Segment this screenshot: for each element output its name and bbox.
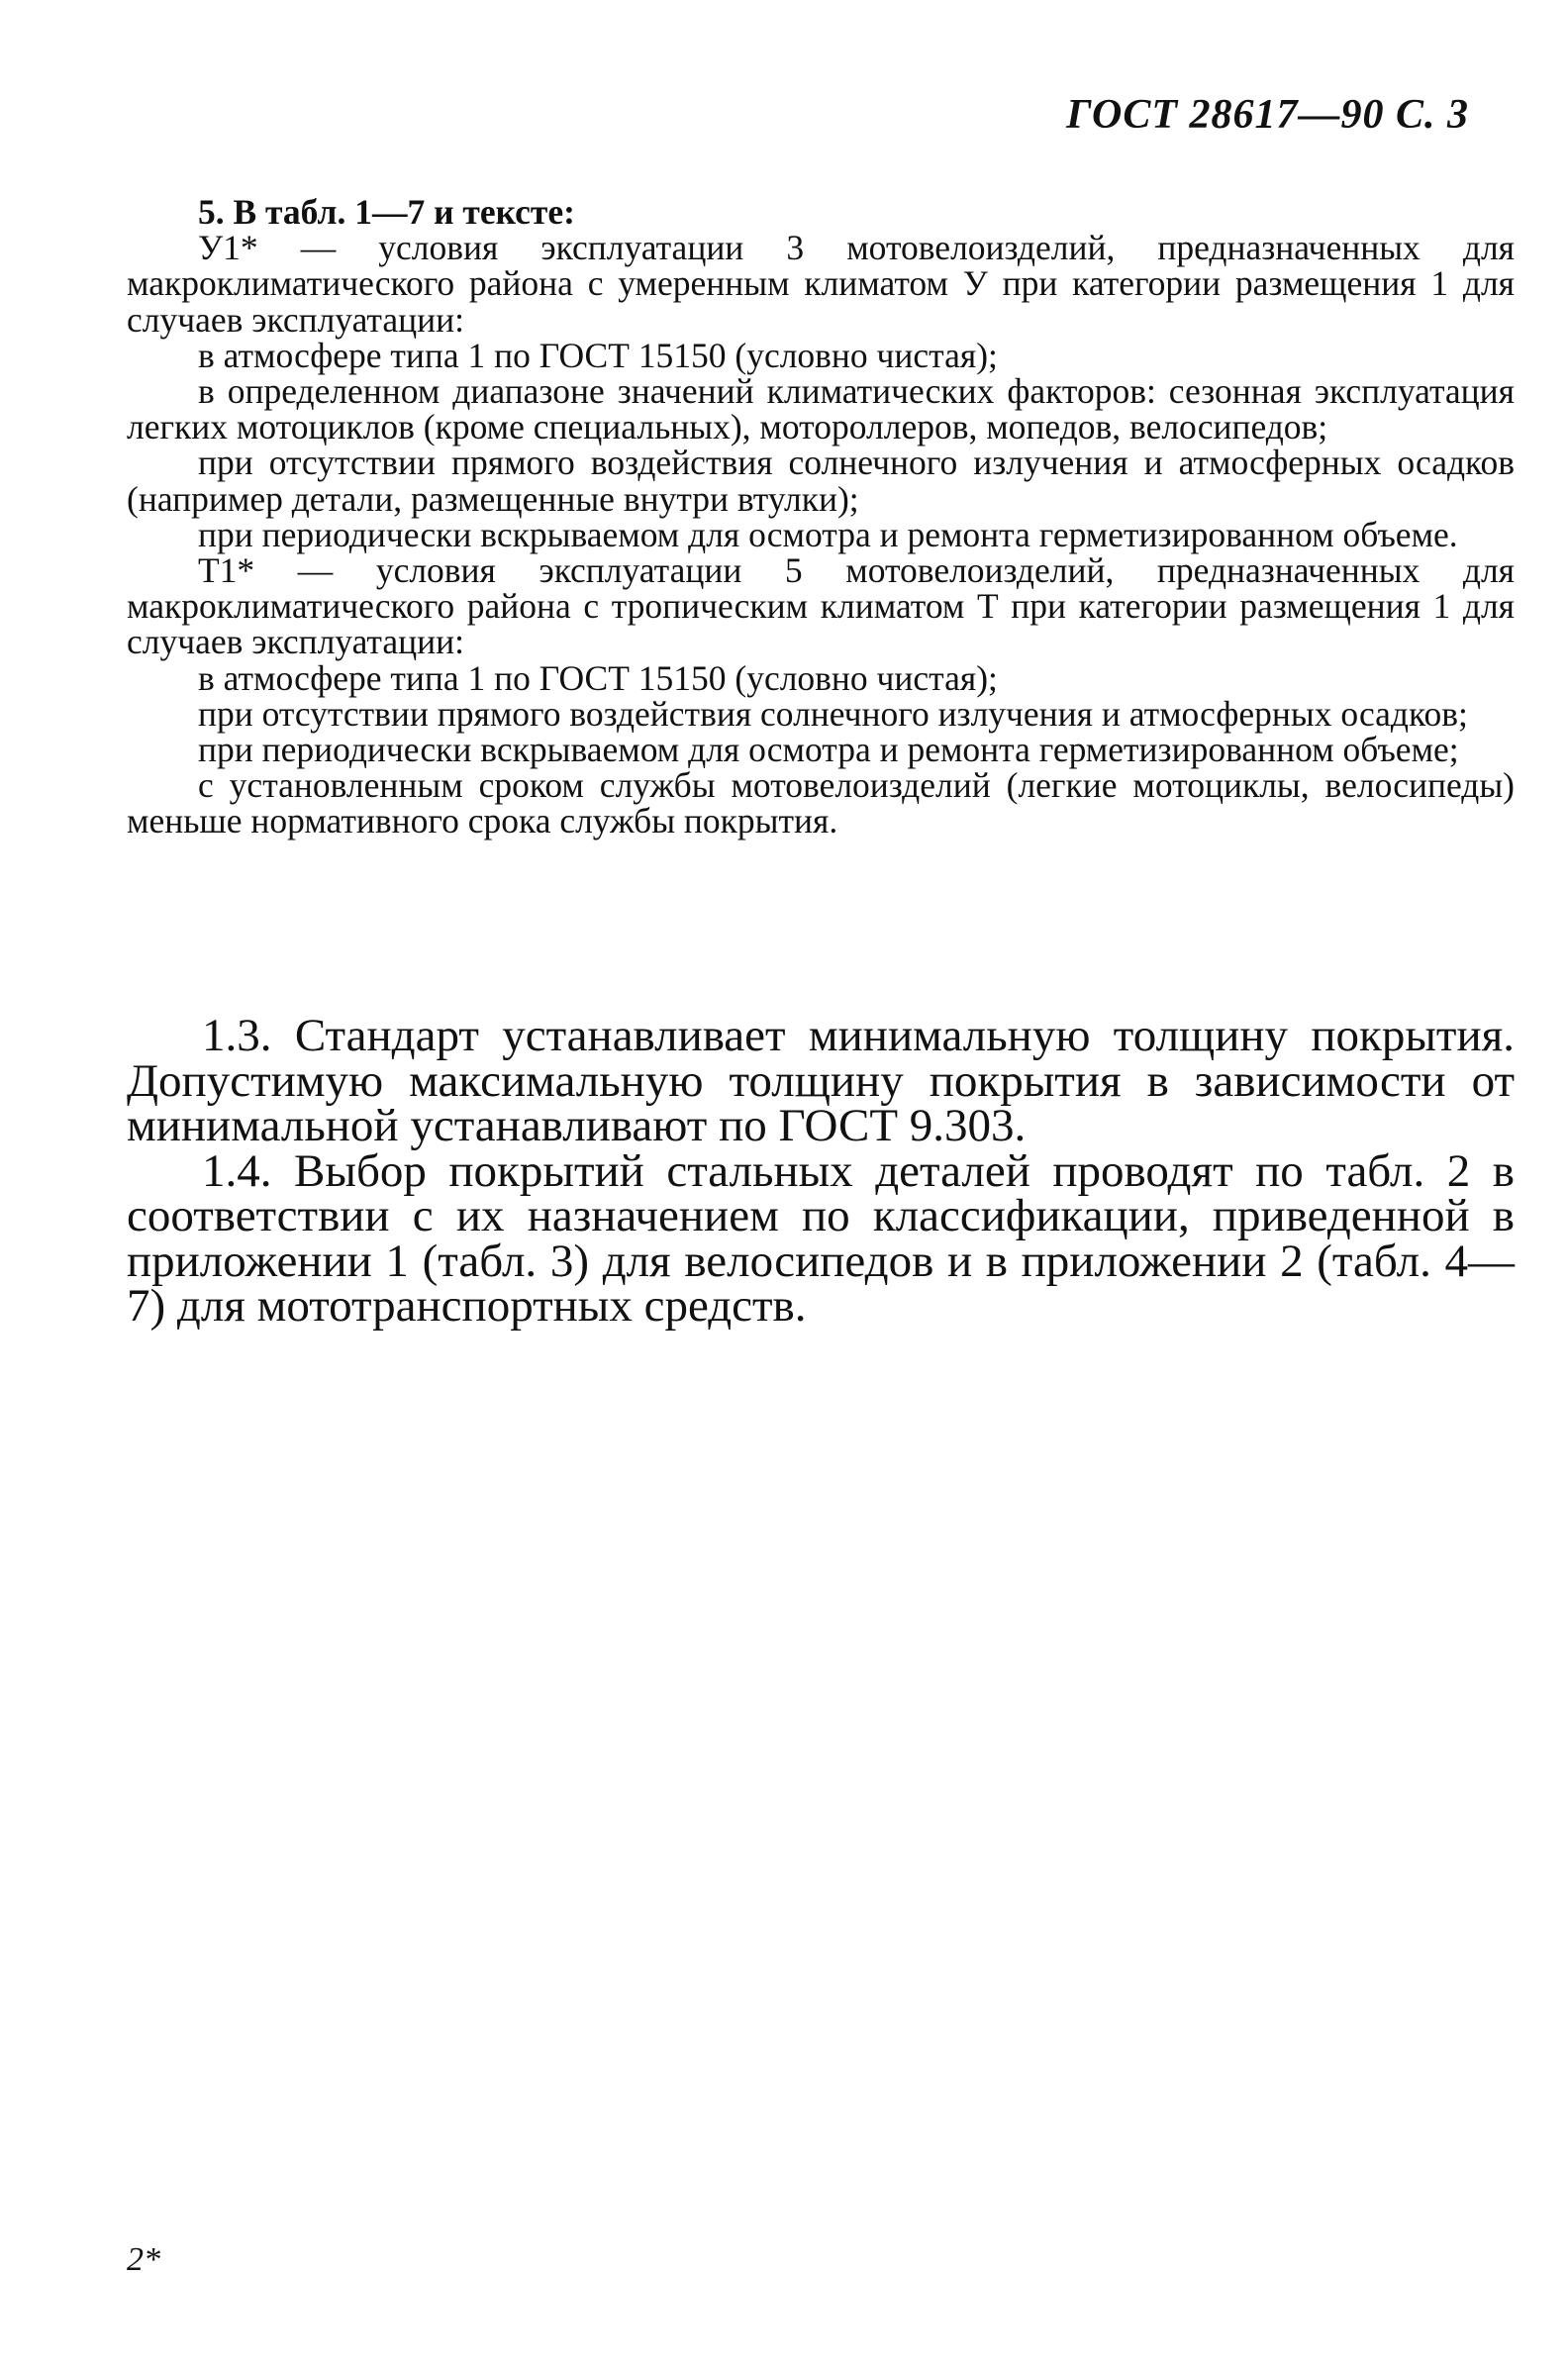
notes-intro: 5. В табл. 1—7 и тексте: [198,192,575,232]
footer-mark: 2* [127,2241,160,2278]
main-text-section [127,1010,1515,1332]
t1-item: при отсутствии прямого воздействия солнечного излучения и атмосферных осадков; [198,693,1468,734]
page-header: ГОСТ 28617—90 С. 3 [1066,92,1469,138]
notes-section [127,194,1515,840]
t1-item: с установленным сроком службы мотовелоизделий (легкие мотоциклы, велосипеды) меньше нормативного срока службы покрытия. [127,765,1515,841]
u1-item: при периодически вскрываемом для осмотра и ремонта герметизированном объеме. [198,514,1458,554]
u1-definition: У1* — условия эксплуатации 3 мотовелоизделий, предназначенных для макроклиматического района с умеренным климатом У при категории размещения 1 для случаев эксплуатации: [127,228,1515,340]
t1-item: при периодически вскрываемом для осмотра и ремонта герметизированном объеме; [198,730,1459,770]
paragraph-1-4: 1.4. Выбор покрытий стальных деталей проводят по табл. 2 в соответствии с их назначением по классификации, приведенной в приложении 1 (табл. 3) для велосипедов и в приложении 2 (табл. 4—7) для мототранспортных средств. [127,1144,1515,1332]
u1-item: в атмосфере типа 1 по ГОСТ 15150 (условно чистая); [198,335,998,375]
u1-item: при отсутствии прямого воздействия солнечного излучения и атмосферных осадков (например детали, размещенные внутри втулки); [127,443,1515,519]
t1-item: в атмосфере типа 1 по ГОСТ 15150 (условно чистая); [198,657,998,698]
t1-definition: Т1* — условия эксплуатации 5 мотовелоизделий, предназначенных для макроклиматического района с тропическим климатом Т при категории размещения 1 для случаев эксплуатации: [127,550,1515,662]
u1-item: в определенном диапазоне значений климатических факторов: сезонная эксплуатация легких мотоциклов (кроме специальных), мотороллеров, мопедов, велосипедов; [127,371,1515,447]
paragraph-1-3: 1.3. Стандарт устанавливает минимальную толщину покрытия. Допустимую максимальную толщину покрытия в зависимости от минимальной устанавливают по ГОСТ 9.303. [127,1010,1515,1151]
